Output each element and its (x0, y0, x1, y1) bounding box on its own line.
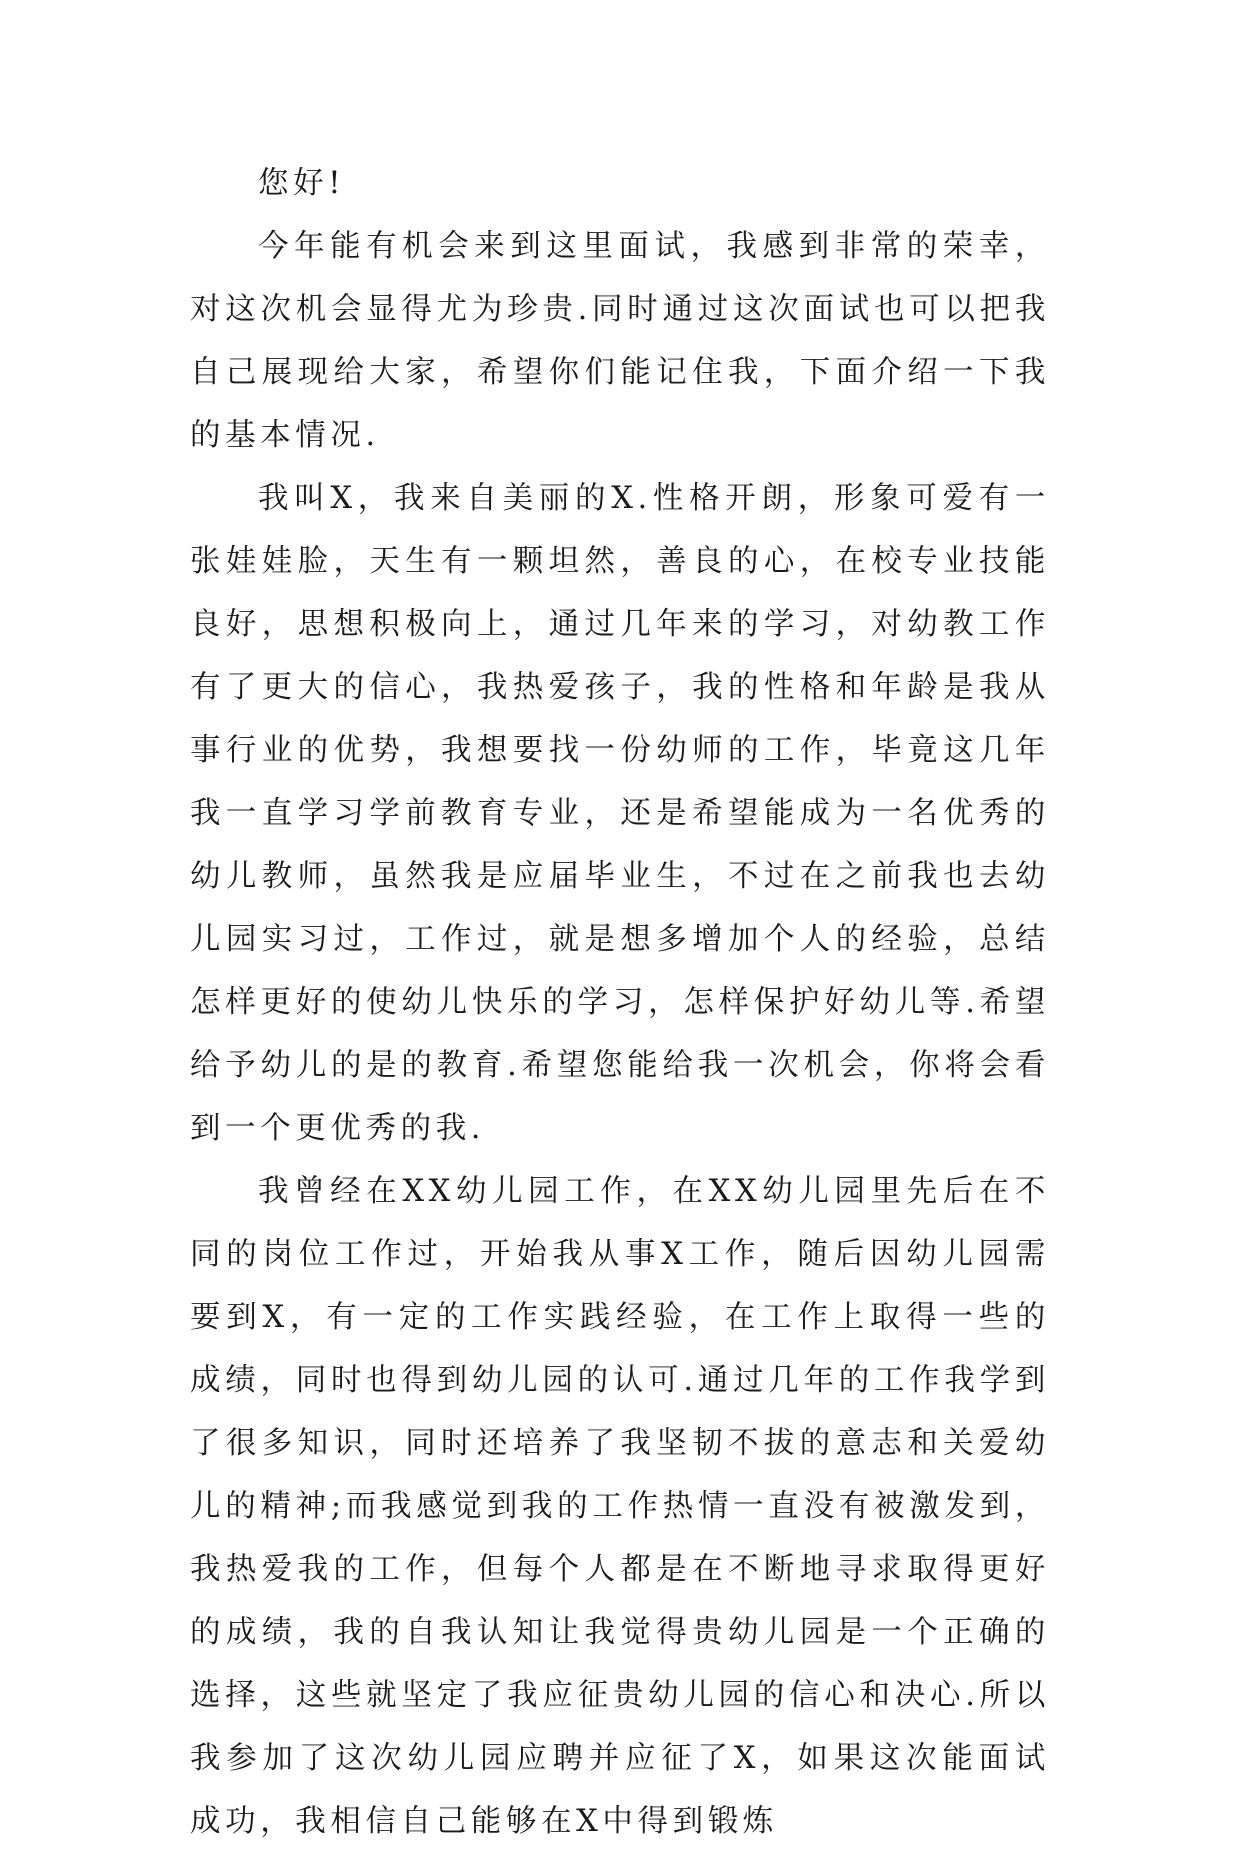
body-paragraph-2: 我叫X，我来自美丽的X.性格开朗，形象可爱有一张娃娃脸，天生有一颗坦然，善良的心，在校专业技能良好，思想积极向上，通过几年来的学习，对幼教工作有了更大的信心，我热爱孩子，我的性格和年龄是我从事行业的优势，我想要找一份幼师的工作，毕竟这几年我一直学习学前教育专业，还是希望能成为一名优秀的幼儿教师，虽然我是应届毕业生，不过在之前我也去幼儿园实习过，工作过，就是想多增加个人的经验，总结怎样更好的使幼儿快乐的学习，怎样保护好幼儿等.希望给予幼儿的是的教育.希望您能给我一次机会，你将会看到一个更优秀的我. (190, 481, 1050, 1146)
body-paragraph-3: 我曾经在XX幼儿园工作，在XX幼儿园里先后在不同的岗位工作过，开始我从事X工作，随后因幼儿园需要到X，有一定的工作实践经验，在工作上取得一些的成绩，同时也得到幼儿园的认可.通过几年的工作我学到了很多知识，同时还培养了我坚韧不拔的意志和关爱幼儿的精神;而我感觉到我的工作热情一直没有被激发到，我热爱我的工作，但每个人都是在不断地寻求取得更好的成绩，我的自我认知让我觉得贵幼儿园是一个正确的选择，这些就坚定了我应征贵幼儿园的信心和决心.所以我参加了这次幼儿园应聘并应征了X，如果这次能面试成功，我相信自己能够在X中得到锻炼 (190, 1174, 1050, 1839)
document-body (190, 152, 1050, 1853)
body-paragraph-1: 今年能有机会来到这里面试，我感到非常的荣幸，对这次机会显得尤为珍贵.同时通过这次面试也可以把我自己展现给大家，希望你们能记住我，下面介绍一下我的基本情况. (190, 229, 1050, 453)
greeting-paragraph: 您好! (258, 166, 346, 201)
